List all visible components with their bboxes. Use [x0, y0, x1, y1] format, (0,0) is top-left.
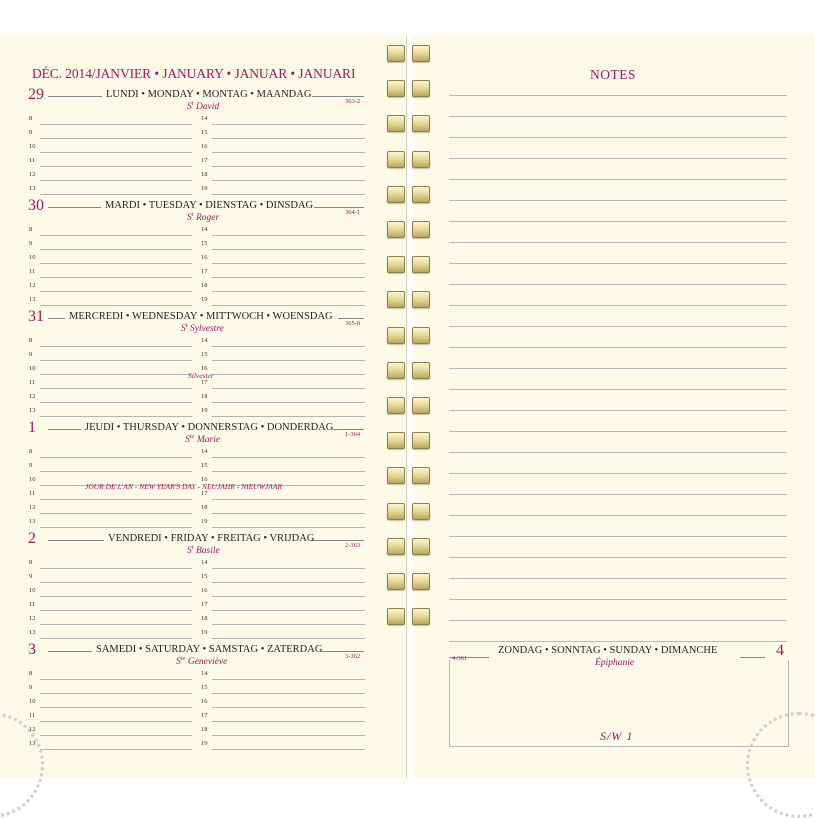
notes-line	[449, 431, 787, 432]
hour-line	[40, 499, 192, 500]
hour-label: 10	[29, 365, 36, 372]
hour-line	[212, 263, 365, 264]
hour-line	[212, 235, 365, 236]
day-number: 30	[28, 197, 44, 214]
header-rule-right	[314, 207, 364, 208]
saint-name: $S^t$ David	[187, 100, 220, 113]
header-rule-right	[333, 429, 364, 430]
hour-label: 19	[201, 518, 208, 525]
header-rule-left	[48, 318, 65, 319]
day-block-29	[0, 86, 403, 200]
hour-line	[212, 374, 365, 375]
notes-line	[449, 368, 787, 369]
hour-line	[40, 679, 192, 680]
hour-line	[40, 707, 192, 708]
notes-line	[449, 263, 787, 264]
holiday-note: JOUR DE L'AN - NEW YEAR'S DAY - NEUJAHR - NIEUWJAAR	[85, 482, 282, 491]
hour-line	[212, 693, 365, 694]
hour-label: 13	[29, 629, 36, 636]
notes-line	[449, 452, 787, 453]
hour-label: 18	[201, 282, 208, 289]
hour-label: 16	[201, 365, 208, 372]
hour-line	[212, 707, 365, 708]
hour-label: 19	[201, 629, 208, 636]
notes-line	[449, 389, 787, 390]
hour-label: 19	[201, 185, 208, 192]
hour-label: 18	[201, 171, 208, 178]
hour-label: 10	[29, 698, 36, 705]
hour-label: 18	[201, 615, 208, 622]
hour-label: 15	[201, 573, 208, 580]
hour-line	[40, 263, 192, 264]
hour-line	[212, 527, 365, 528]
spiral-ring	[412, 538, 430, 555]
notes-line	[449, 515, 787, 516]
notes-line	[449, 242, 787, 243]
header-rule-left	[48, 207, 101, 208]
hour-line	[40, 138, 192, 139]
hour-label: 11	[29, 490, 36, 497]
header-rule-right	[321, 651, 364, 652]
day-number: 31	[28, 308, 44, 325]
hour-line	[40, 194, 192, 195]
notes-line	[449, 305, 787, 306]
hour-line	[212, 499, 365, 500]
spiral-ring	[412, 362, 430, 379]
hour-label: 14	[201, 670, 208, 677]
hour-label: 14	[201, 448, 208, 455]
hour-label: 14	[201, 115, 208, 122]
spiral-ring	[412, 608, 430, 625]
hour-label: 11	[29, 268, 36, 275]
hour-line	[212, 152, 365, 153]
spiral-ring	[387, 573, 405, 590]
holiday-note: Silvester	[188, 371, 214, 380]
hour-line	[40, 360, 192, 361]
hour-line	[212, 457, 365, 458]
hour-line	[212, 346, 365, 347]
hour-line	[40, 124, 192, 125]
day-number: 2	[28, 530, 36, 547]
hour-label: 9	[29, 129, 33, 136]
hour-line	[40, 735, 192, 736]
hour-line	[212, 360, 365, 361]
hour-line	[40, 471, 192, 472]
spiral-ring	[387, 115, 405, 132]
month-title: DÉC. 2014/JANVIER • JANUARY • JANUAR • JANUARI	[32, 66, 356, 81]
hour-label: 15	[201, 351, 208, 358]
hour-label: 12	[29, 393, 36, 400]
hour-label: 11	[29, 157, 36, 164]
hour-label: 17	[201, 157, 208, 164]
spiral-ring	[387, 503, 405, 520]
hour-line	[212, 124, 365, 125]
day-of-year: 2-363	[345, 542, 361, 549]
hour-label: 15	[201, 462, 208, 469]
hour-line	[212, 582, 365, 583]
hour-label: 18	[201, 393, 208, 400]
sunday-day-names: ZONDAG • SONNTAG • SUNDAY • DIMANCHE	[498, 645, 718, 656]
hour-label: 9	[29, 240, 33, 247]
spiral-ring	[412, 221, 430, 238]
spiral-ring	[412, 186, 430, 203]
notes-line	[449, 494, 787, 495]
hour-line	[40, 235, 192, 236]
day-block-2	[0, 530, 403, 644]
hour-line	[212, 291, 365, 292]
hour-label: 13	[29, 185, 36, 192]
header-rule-left	[48, 651, 92, 652]
hour-line	[40, 291, 192, 292]
spiral-ring	[387, 221, 405, 238]
notes-line	[449, 95, 787, 96]
spiral-ring	[387, 291, 405, 308]
hour-label: 16	[201, 476, 208, 483]
notes-line	[449, 620, 787, 621]
notes-line	[449, 536, 787, 537]
hour-line	[212, 471, 365, 472]
hour-line	[212, 138, 365, 139]
sunday-rule-right	[740, 657, 765, 658]
hour-label: 13	[29, 296, 36, 303]
hour-line	[40, 416, 192, 417]
hour-label: 16	[201, 143, 208, 150]
hour-label: 9	[29, 351, 33, 358]
hour-line	[212, 735, 365, 736]
hour-label: 10	[29, 476, 36, 483]
notes-line	[449, 410, 787, 411]
hour-line	[40, 305, 192, 306]
hour-line	[40, 457, 192, 458]
hour-line	[212, 679, 365, 680]
hour-line	[40, 277, 192, 278]
notes-line	[449, 221, 787, 222]
hour-line	[40, 596, 192, 597]
day-of-year: 363-2	[345, 98, 361, 105]
hour-label: 11	[29, 601, 36, 608]
hour-line	[212, 596, 365, 597]
hour-label: 12	[29, 282, 36, 289]
notes-line	[449, 326, 787, 327]
hour-line	[212, 166, 365, 167]
hour-label: 8	[29, 448, 33, 455]
spiral-ring	[412, 573, 430, 590]
spiral-ring	[412, 327, 430, 344]
spiral-ring	[387, 151, 405, 168]
hour-label: 9	[29, 573, 33, 580]
spiral-ring	[387, 608, 405, 625]
hour-line	[212, 416, 365, 417]
hour-label: 19	[201, 407, 208, 414]
hour-line	[40, 610, 192, 611]
hour-line	[40, 721, 192, 722]
hour-label: 18	[201, 504, 208, 511]
hour-label: 12	[29, 615, 36, 622]
day-number: 29	[28, 86, 44, 103]
notes-line	[449, 473, 787, 474]
day-names: MERCREDI • WEDNESDAY • MITTWOCH • WOENSDAG	[69, 311, 333, 322]
hour-label: 11	[29, 379, 36, 386]
hour-line	[212, 610, 365, 611]
sunday-day-number: 4	[776, 642, 784, 659]
spiral-ring	[387, 538, 405, 555]
hour-label: 17	[201, 712, 208, 719]
hour-label: 17	[201, 268, 208, 275]
notes-line	[449, 599, 787, 600]
hour-label: 10	[29, 254, 36, 261]
saint-name: $S^t$ Sylvestre	[181, 322, 224, 335]
notes-line	[449, 116, 787, 117]
spiral-ring	[387, 327, 405, 344]
hour-label: 8	[29, 337, 33, 344]
spiral-ring	[387, 397, 405, 414]
hour-label: 9	[29, 684, 33, 691]
hour-line	[212, 402, 365, 403]
hour-label: 16	[201, 698, 208, 705]
hour-line	[40, 180, 192, 181]
day-number: 1	[28, 419, 36, 436]
hour-line	[40, 582, 192, 583]
hour-line	[40, 374, 192, 375]
hour-label: 8	[29, 559, 33, 566]
spiral-ring	[412, 115, 430, 132]
hour-line	[212, 638, 365, 639]
day-names: SAMEDI • SATURDAY • SAMSTAG • ZATERDAG	[96, 644, 323, 655]
hour-line	[40, 513, 192, 514]
hour-line	[40, 346, 192, 347]
hour-line	[212, 749, 365, 750]
hour-label: 8	[29, 670, 33, 677]
spiral-ring	[387, 45, 405, 62]
day-of-year: 1-364	[345, 431, 361, 438]
hour-line	[212, 180, 365, 181]
hour-label: 17	[201, 601, 208, 608]
notes-line	[449, 641, 787, 642]
notes-line	[449, 284, 787, 285]
hour-label: 10	[29, 587, 36, 594]
spiral-ring	[412, 45, 430, 62]
week-number: S/W 1	[600, 729, 634, 743]
hour-line	[212, 721, 365, 722]
hour-label: 15	[201, 129, 208, 136]
spiral-ring	[412, 503, 430, 520]
hour-label: 19	[201, 740, 208, 747]
spiral-ring	[387, 432, 405, 449]
day-block-1	[0, 419, 403, 533]
hour-label: 13	[29, 740, 36, 747]
hour-line	[212, 624, 365, 625]
hour-label: 16	[201, 587, 208, 594]
hour-label: 17	[201, 379, 208, 386]
spiral-ring	[412, 256, 430, 273]
day-block-30	[0, 197, 403, 311]
hour-label: 10	[29, 143, 36, 150]
day-of-year: 364-1	[345, 209, 361, 216]
day-of-year: 365-0	[345, 320, 361, 327]
hour-label: 12	[29, 726, 36, 733]
spiral-ring	[387, 80, 405, 97]
hour-line	[40, 527, 192, 528]
spiral-ring	[387, 362, 405, 379]
hour-label: 11	[29, 712, 36, 719]
hour-label: 13	[29, 407, 36, 414]
day-names: JEUDI • THURSDAY • DONNERSTAG • DONDERDAG	[85, 422, 334, 433]
hour-label: 15	[201, 684, 208, 691]
notes-line	[449, 200, 787, 201]
hour-line	[212, 388, 365, 389]
hour-line	[40, 166, 192, 167]
saint-name: $S^t$ Basile	[187, 544, 220, 557]
hour-line	[40, 749, 192, 750]
hour-line	[40, 638, 192, 639]
hour-label: 15	[201, 240, 208, 247]
notes-line	[449, 347, 787, 348]
spiral-ring	[412, 397, 430, 414]
header-rule-right	[338, 318, 364, 319]
hour-line	[40, 402, 192, 403]
hour-line	[40, 568, 192, 569]
day-names: LUNDI • MONDAY • MONTAG • MAANDAG	[106, 89, 312, 100]
hour-label: 14	[201, 559, 208, 566]
hour-label: 14	[201, 337, 208, 344]
hour-label: 13	[29, 518, 36, 525]
notes-line	[449, 578, 787, 579]
hour-label: 14	[201, 226, 208, 233]
hour-label: 16	[201, 254, 208, 261]
header-rule-left	[48, 96, 102, 97]
day-block-31	[0, 308, 403, 422]
spiral-ring	[412, 151, 430, 168]
spiral-ring	[387, 256, 405, 273]
hour-label: 17	[201, 490, 208, 497]
header-rule-right	[311, 540, 364, 541]
spiral-ring	[412, 467, 430, 484]
header-rule-left	[48, 540, 104, 541]
sunday-holiday: Épiphanie	[595, 658, 635, 668]
hour-label: 12	[29, 171, 36, 178]
header-rule-left	[48, 429, 81, 430]
hour-line	[40, 624, 192, 625]
hour-line	[212, 249, 365, 250]
hour-line	[212, 194, 365, 195]
hour-label: 19	[201, 296, 208, 303]
header-rule-right	[312, 96, 364, 97]
hour-line	[212, 513, 365, 514]
hour-line	[212, 277, 365, 278]
saint-name: $S^{te}$ Geneviève	[176, 655, 228, 668]
notes-line	[449, 179, 787, 180]
hour-label: 9	[29, 462, 33, 469]
hour-line	[40, 249, 192, 250]
binding-spine	[406, 36, 407, 778]
day-names: VENDREDI • FRIDAY • FREITAG • VRIJDAG	[108, 533, 315, 544]
day-names: MARDI • TUESDAY • DIENSTAG • DINSDAG	[105, 200, 314, 211]
spiral-ring	[412, 432, 430, 449]
hour-label: 12	[29, 504, 36, 511]
spiral-ring	[387, 186, 405, 203]
hour-line	[40, 152, 192, 153]
day-block-3	[0, 641, 403, 755]
hour-label: 8	[29, 115, 33, 122]
day-of-year: 3-362	[345, 653, 361, 660]
notes-line	[449, 158, 787, 159]
spiral-ring	[412, 80, 430, 97]
hour-label: 8	[29, 226, 33, 233]
notes-line	[449, 137, 787, 138]
sunday-day-of-year: 4-361	[452, 655, 468, 662]
hour-line	[40, 388, 192, 389]
spiral-ring	[387, 467, 405, 484]
hour-line	[40, 693, 192, 694]
hour-line	[212, 568, 365, 569]
notes-title: NOTES	[590, 67, 636, 82]
saint-name: $S^{te}$ Marie	[185, 433, 221, 446]
hour-line	[212, 305, 365, 306]
hour-label: 18	[201, 726, 208, 733]
day-number: 3	[28, 641, 36, 658]
notes-line	[449, 557, 787, 558]
saint-name: $S^t$ Roger	[187, 211, 220, 224]
spiral-ring	[412, 291, 430, 308]
